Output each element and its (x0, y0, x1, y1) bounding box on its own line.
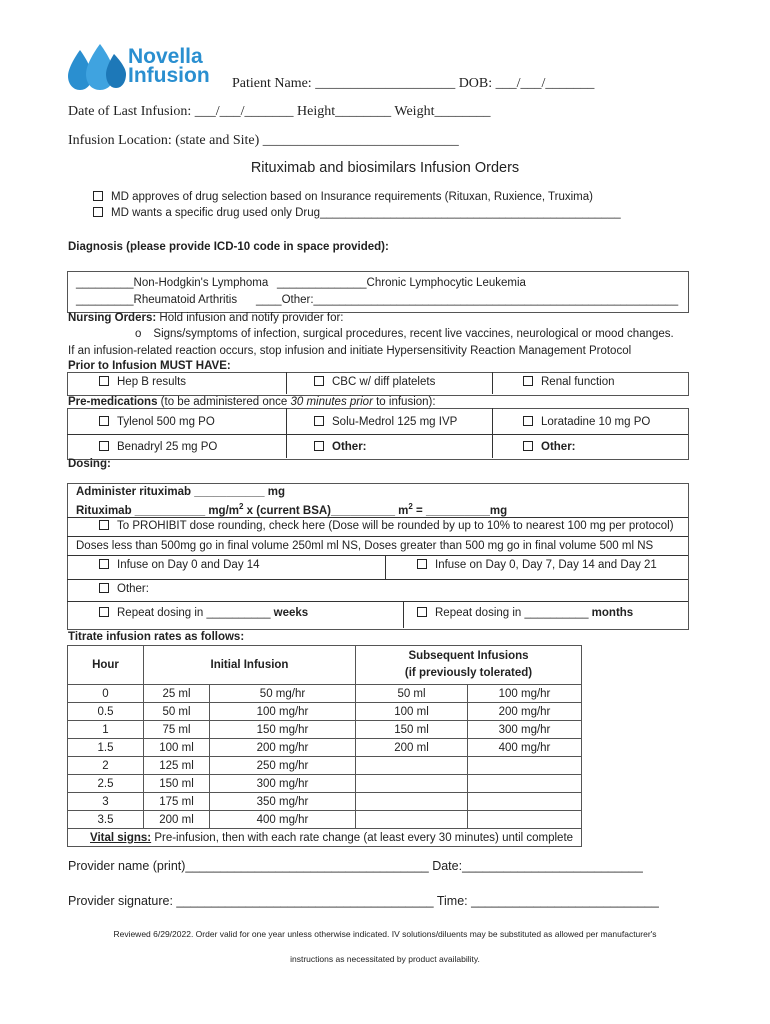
nursing-orders: Nursing Orders: Hold infusion and notify provider for: (68, 312, 344, 324)
titration-row (68, 811, 582, 829)
checkbox-icon[interactable] (99, 559, 109, 569)
checkbox-icon[interactable] (99, 520, 109, 530)
checkbox-icon[interactable] (314, 416, 324, 426)
titration-row (68, 793, 582, 811)
titration-cell: 300 mg/hr (468, 721, 582, 739)
premeds-heading: Pre-medications (to be administered once 30 minutes prior to infusion): (68, 396, 436, 408)
premed-tylenol[interactable]: Tylenol 500 mg PO (99, 416, 215, 428)
prior-heading: Prior to Infusion MUST HAVE: (68, 360, 231, 372)
titration-cell (356, 757, 468, 775)
titration-cell (356, 811, 468, 829)
titration-cell: 100 ml (356, 703, 468, 721)
titration-cell: 1.5 (68, 739, 144, 757)
titration-cell: 100 mg/hr (468, 685, 582, 703)
diagnosis-heading: Diagnosis (please provide ICD-10 code in space provided): (68, 241, 389, 253)
titration-cell: 100 ml (144, 739, 210, 757)
vital-signs: Vital signs: Pre-infusion, then with each rate change (at least every 30 minutes) until complete (68, 829, 582, 847)
infusion-location-field[interactable]: Infusion Location: (state and Site) ____________________________ (68, 133, 459, 148)
titration-cell (468, 793, 582, 811)
repeat-weeks[interactable]: Repeat dosing in __________ weeks (99, 607, 308, 619)
titration-cell: 300 mg/hr (210, 775, 356, 793)
reaction-instructions: If an infusion-related reaction occurs, stop infusion and initiate Hypersensitivity Reaction Management Protocol (68, 345, 632, 357)
titration-row (68, 685, 582, 703)
infuse-day-0-7-14-21[interactable]: Infuse on Day 0, Day 7, Day 14 and Day 21 (417, 559, 657, 571)
patient-name-field[interactable]: Patient Name: ____________________ DOB: ___/___/_______ (232, 76, 595, 91)
titration-cell: 150 mg/hr (210, 721, 356, 739)
provider-signature-field[interactable]: Provider signature: _____________________________________ Time: ___________________________ (68, 894, 659, 908)
checkbox-icon[interactable] (523, 416, 533, 426)
titration-table (67, 645, 582, 847)
checkbox-icon[interactable] (99, 607, 109, 617)
water-drops-icon (66, 44, 126, 92)
provider-name-field[interactable]: Provider name (print)___________________________________ Date:__________________________ (68, 859, 643, 873)
dosing-other[interactable]: Other: (99, 583, 149, 595)
brand-line2: Infusion (128, 64, 210, 87)
titration-cell: 100 mg/hr (210, 703, 356, 721)
prior-hep-b[interactable]: Hep B results (99, 376, 186, 388)
titration-cell: 200 mg/hr (210, 739, 356, 757)
administer-rituximab[interactable]: Administer rituximab ___________ mg (76, 486, 286, 498)
footer-line2: instructions as necessitated by product availability. (290, 954, 480, 964)
titration-row (68, 757, 582, 775)
titration-rows (68, 685, 582, 829)
premed-other-1[interactable]: Other: (314, 441, 367, 453)
titrate-heading: Titrate infusion rates as follows: (68, 631, 245, 643)
diagnosis-ra[interactable]: _________Rheumatoid Arthritis (76, 294, 238, 306)
titration-cell (468, 757, 582, 775)
col-subsequent: Subsequent Infusions (if previously tolerated) (356, 646, 582, 685)
checkbox-icon[interactable] (523, 441, 533, 451)
repeat-months[interactable]: Repeat dosing in __________ months (417, 607, 633, 619)
checkbox-icon[interactable] (417, 607, 427, 617)
titration-cell: 200 ml (144, 811, 210, 829)
titration-cell: 0 (68, 685, 144, 703)
premed-other-2[interactable]: Other: (523, 441, 576, 453)
brand-line1: Novella (128, 45, 203, 68)
titration-cell: 1 (68, 721, 144, 739)
titration-cell: 50 ml (144, 703, 210, 721)
titration-cell: 200 ml (356, 739, 468, 757)
checkbox-icon[interactable] (99, 416, 109, 426)
titration-row (68, 721, 582, 739)
prior-cbc[interactable]: CBC w/ diff platelets (314, 376, 435, 388)
titration-row (68, 775, 582, 793)
titration-cell: 2 (68, 757, 144, 775)
titration-cell (468, 811, 582, 829)
footer-line1: Reviewed 6/29/2022. Order valid for one year unless otherwise indicated. IV solutions/diluents may be substituted as allowed per manufacturer's (113, 929, 657, 939)
md-option-approves[interactable]: MD approves of drug selection based on Insurance requirements (Rituxan, Ruxience, Truxima) (93, 191, 593, 203)
md-option-specific[interactable]: MD wants a specific drug used only Drug_______________________________________________ (93, 207, 621, 219)
diagnosis-other[interactable]: ____Other:_________________________________________________________ (256, 294, 679, 306)
checkbox-icon[interactable] (93, 191, 103, 201)
titration-row (68, 703, 582, 721)
premed-benadryl[interactable]: Benadryl 25 mg PO (99, 441, 217, 453)
premed-solu-medrol[interactable]: Solu-Medrol 125 mg IVP (314, 416, 457, 428)
titration-cell: 200 mg/hr (468, 703, 582, 721)
titration-cell: 3 (68, 793, 144, 811)
infuse-day-0-14[interactable]: Infuse on Day 0 and Day 14 (99, 559, 260, 571)
rituximab-calc[interactable]: Rituximab ___________ $mg/m^2$ x (current BSA)__________ $m^2$ = __________mg (76, 502, 508, 517)
titration-cell: 150 ml (356, 721, 468, 739)
premed-loratadine[interactable]: Loratadine 10 mg PO (523, 416, 650, 428)
titration-cell: 3.5 (68, 811, 144, 829)
checkbox-icon[interactable] (314, 441, 324, 451)
titration-cell: 150 ml (144, 775, 210, 793)
page-title: Rituximab and biosimilars Infusion Orders (250, 160, 520, 176)
checkbox-icon[interactable] (523, 376, 533, 386)
titration-cell (468, 775, 582, 793)
titration-cell: 400 mg/hr (468, 739, 582, 757)
titration-cell: 50 ml (356, 685, 468, 703)
titration-cell (356, 775, 468, 793)
titration-cell: 0.5 (68, 703, 144, 721)
titration-cell: 175 ml (144, 793, 210, 811)
titration-cell: 350 mg/hr (210, 793, 356, 811)
last-infusion-field[interactable]: Date of Last Infusion: ___/___/_______ Height________ Weight________ (68, 104, 491, 119)
col-hour: Hour (68, 646, 144, 685)
nursing-bullet: o Signs/symptoms of infection, surgical procedures, recent live vaccines, neurological or mood changes. (135, 328, 674, 340)
checkbox-icon[interactable] (99, 376, 109, 386)
diagnosis-cll[interactable]: ______________Chronic Lymphocytic Leukemia (277, 277, 526, 289)
titration-cell: 250 mg/hr (210, 757, 356, 775)
prior-renal[interactable]: Renal function (523, 376, 615, 388)
prohibit-rounding[interactable]: To PROHIBIT dose rounding, check here (Dose will be rounded by up to 10% to nearest 100 mg per protocol) (99, 520, 674, 532)
titration-cell: 25 ml (144, 685, 210, 703)
titration-cell: 2.5 (68, 775, 144, 793)
checkbox-icon[interactable] (314, 376, 324, 386)
volume-note: Doses less than 500mg go in final volume 250ml ml NS, Doses greater than 500 mg go in final volume 500 ml NS (76, 540, 654, 552)
checkbox-icon[interactable] (93, 207, 103, 217)
titration-cell: 75 ml (144, 721, 210, 739)
titration-cell (356, 793, 468, 811)
dosing-heading: Dosing: (68, 458, 111, 470)
checkbox-icon[interactable] (417, 559, 427, 569)
col-initial: Initial Infusion (144, 646, 356, 685)
titration-cell: 50 mg/hr (210, 685, 356, 703)
checkbox-icon[interactable] (99, 583, 109, 593)
diagnosis-nhl[interactable]: _________Non-Hodgkin's Lymphoma (76, 277, 269, 289)
titration-row (68, 739, 582, 757)
checkbox-icon[interactable] (99, 441, 109, 451)
titration-cell: 125 ml (144, 757, 210, 775)
titration-cell: 400 mg/hr (210, 811, 356, 829)
